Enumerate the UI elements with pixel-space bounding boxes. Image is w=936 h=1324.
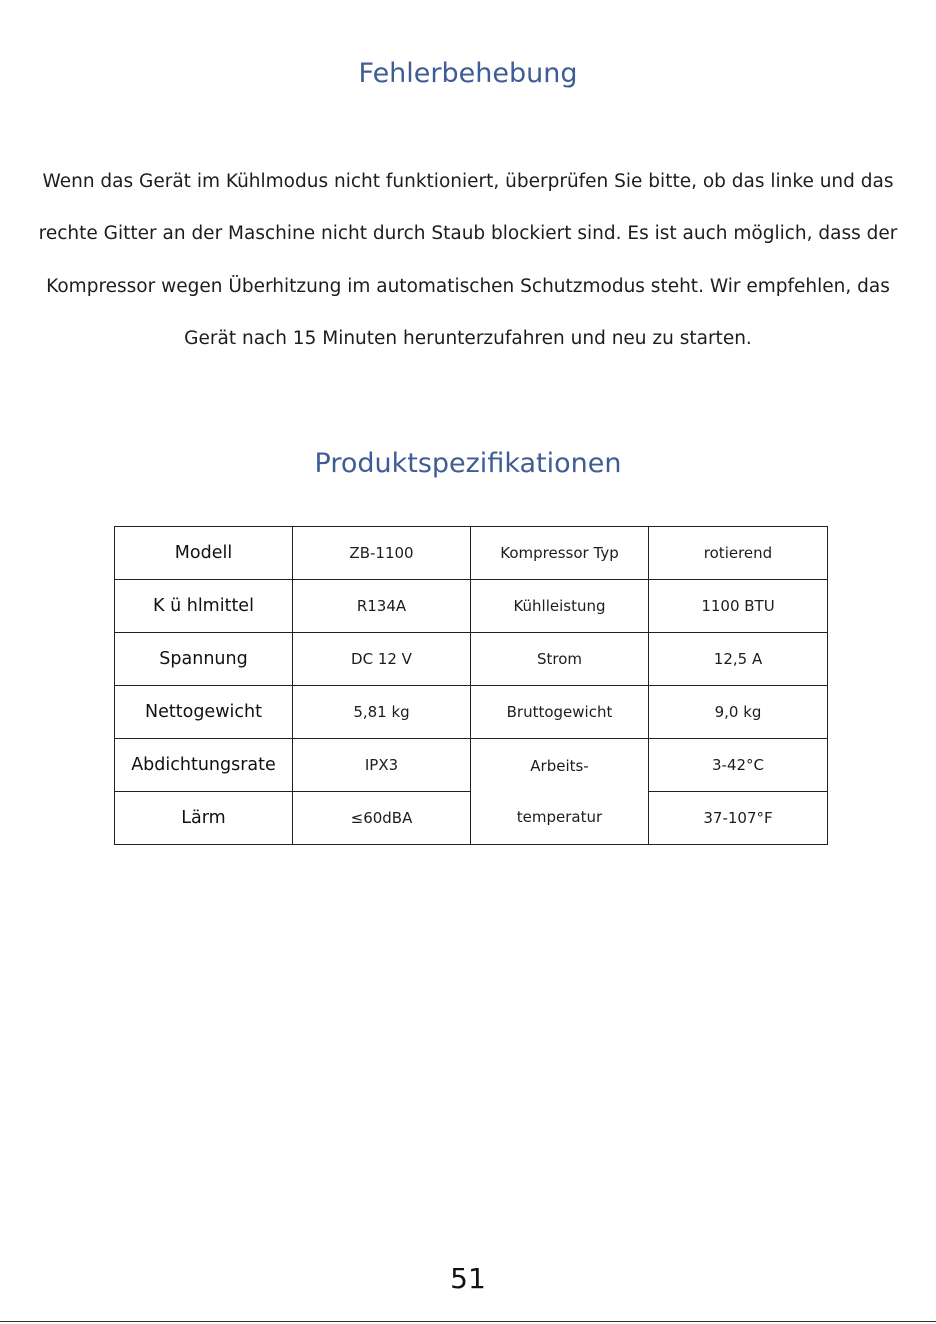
table-row [115, 633, 828, 686]
spec-value-refrigerant: R134A [293, 580, 471, 633]
table-row [115, 686, 828, 739]
spec-label-working-temperature [471, 739, 649, 845]
spec-value-model: ZB-1100 [293, 527, 471, 580]
paragraph-line: Wenn das Gerät im Kühlmodus nicht funktioniert, überprüfen Sie bitte, ob das linke und das [42, 171, 894, 192]
spec-label-gross-weight: Bruttogewicht [471, 686, 649, 739]
spec-value-voltage: DC 12 V [293, 633, 471, 686]
table-row [115, 527, 828, 580]
table-row [115, 739, 828, 792]
spec-value-temperature-fahrenheit: 37-107°F [649, 792, 828, 845]
spec-label-compressor-type: Kompressor Typ [471, 527, 649, 580]
spec-value-current: 12,5 A [649, 633, 828, 686]
spec-label-sealing-rate: Abdichtungsrate [115, 739, 293, 792]
spec-value-sealing-rate: IPX3 [293, 739, 471, 792]
spec-label-cooling-capacity: Kühlleistung [471, 580, 649, 633]
specifications-table [114, 526, 828, 845]
working-temperature-part2: temperatur [516, 808, 603, 826]
troubleshooting-title: Fehlerbehebung [358, 58, 578, 89]
spec-label-net-weight: Nettogewicht [115, 686, 293, 739]
spec-label-current: Strom [471, 633, 649, 686]
spec-label-noise: Lärm [115, 792, 293, 845]
spec-value-net-weight: 5,81 kg [293, 686, 471, 739]
paragraph-line: Kompressor wegen Überhitzung im automatischen Schutzmodus steht. Wir empfehlen, das [46, 276, 890, 297]
spec-label-model: Modell [115, 527, 293, 580]
spec-value-temperature-celsius: 3-42°C [649, 739, 828, 792]
spec-value-gross-weight: 9,0 kg [649, 686, 828, 739]
spec-value-noise: ≤60dBA [293, 792, 471, 845]
spec-label-refrigerant: K ü hlmittel [115, 580, 293, 633]
spec-value-compressor-type: rotierend [649, 527, 828, 580]
page-number: 51 [450, 1262, 486, 1295]
bottom-divider [0, 1321, 936, 1322]
specifications-title: Produktspezifikationen [314, 448, 622, 479]
spec-value-cooling-capacity: 1100 BTU [649, 580, 828, 633]
paragraph-line: Gerät nach 15 Minuten herunterzufahren und neu zu starten. [184, 328, 752, 349]
working-temperature-part1: Arbeits- [530, 757, 589, 775]
table-row [115, 580, 828, 633]
spec-label-voltage: Spannung [115, 633, 293, 686]
paragraph-line: rechte Gitter an der Maschine nicht durch Staub blockiert sind. Es ist auch möglich, dass der [38, 223, 898, 244]
